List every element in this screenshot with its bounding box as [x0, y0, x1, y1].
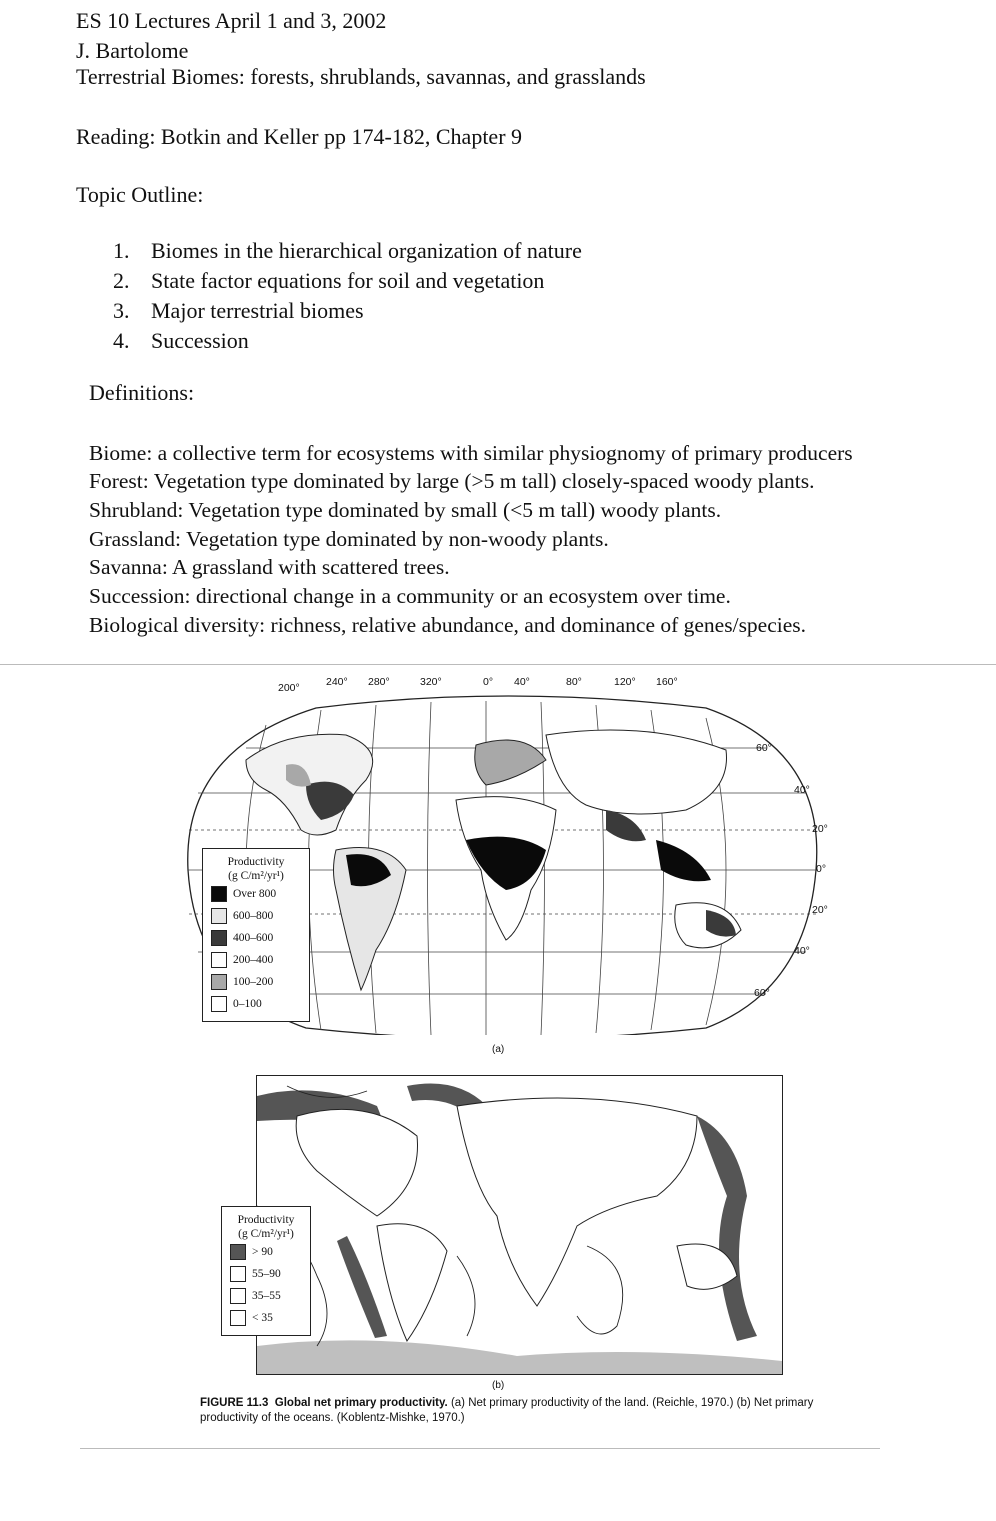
latitude-label: 0°	[816, 863, 827, 875]
reading-assignment: Reading: Botkin and Keller pp 174-182, Chapter 9	[76, 124, 523, 149]
legend-swatch	[211, 952, 227, 968]
definition-shrubland: Shrubland: Vegetation type dominated by small (<5 m tall) woody plants.	[89, 498, 722, 522]
outline-number: 4.	[113, 328, 130, 353]
legend-entry	[211, 993, 301, 1015]
map-a-sublabel: (a)	[492, 1044, 505, 1055]
legend-label: 600–800	[233, 910, 274, 922]
longitude-label: 200°	[278, 682, 300, 694]
scan-divider	[0, 664, 996, 665]
figure-caption	[200, 1396, 840, 1426]
definition-grassland: Grassland: Vegetation type dominated by non-woody plants.	[89, 527, 609, 551]
legend-swatch	[230, 1266, 246, 1282]
definition-succession: Succession: directional change in a community or an ecosystem over time.	[89, 584, 731, 608]
legend-entry	[211, 927, 301, 949]
legend-units: (g C/m²/yr¹)	[238, 1228, 294, 1240]
legend-label: < 35	[252, 1312, 273, 1324]
legend-title: Productivity	[227, 856, 285, 868]
definition-biodiversity: Biological diversity: richness, relative abundance, and dominance of genes/species.	[89, 613, 807, 637]
topic-outline-heading: Topic Outline:	[76, 182, 204, 207]
legend-swatch	[211, 908, 227, 924]
outline-text: State factor equations for soil and vegetation	[151, 268, 545, 293]
legend-swatch	[230, 1288, 246, 1304]
author: J. Bartolome	[76, 38, 189, 63]
legend-label: 100–200	[233, 976, 274, 988]
outline-text: Major terrestrial biomes	[151, 298, 364, 323]
land-productivity-map	[186, 676, 828, 1035]
legend-swatch	[230, 1310, 246, 1326]
latitude-label: 20°	[812, 904, 828, 916]
legend-entry	[230, 1263, 302, 1285]
figure-title: Global net primary productivity.	[274, 1397, 448, 1409]
definitions-heading: Definitions:	[89, 380, 195, 405]
legend-label: 400–600	[233, 932, 274, 944]
ocean-productivity-map	[237, 1075, 783, 1375]
legend-entry	[230, 1285, 302, 1307]
longitude-label: 80°	[566, 676, 582, 688]
definition-forest: Forest: Vegetation type dominated by large (>5 m tall) closely-spaced woody plants.	[89, 469, 815, 493]
legend-units: (g C/m²/yr¹)	[228, 870, 284, 882]
legend-entry	[230, 1241, 302, 1263]
legend-label: 55–90	[252, 1268, 281, 1280]
legend-label: > 90	[252, 1246, 273, 1258]
latitude-label: 60°	[754, 987, 770, 999]
legend-swatch	[211, 930, 227, 946]
definition-savanna: Savanna: A grassland with scattered trees.	[89, 555, 450, 579]
ocean-map-graphic	[257, 1076, 782, 1374]
legend-label: 200–400	[233, 954, 274, 966]
outline-number: 3.	[113, 298, 130, 323]
legend-entry	[211, 971, 301, 993]
legend-entry	[211, 905, 301, 927]
longitude-label: 280°	[368, 676, 390, 688]
legend-swatch	[211, 974, 227, 990]
ocean-map-legend	[221, 1206, 311, 1336]
definition-biome: Biome: a collective term for ecosystems with similar physiognomy of primary producers	[89, 441, 853, 465]
figure-caption-text: (a) Net primary productivity of the land. (Reichle, 1970.) (b) Net primary productivity of the oceans. (Koblentz-Mishke, 1970.)	[200, 1397, 814, 1424]
legend-label: 35–55	[252, 1290, 281, 1302]
legend-label: 0–100	[233, 998, 262, 1010]
map-b-sublabel: (b)	[492, 1380, 505, 1391]
scan-divider	[80, 1448, 880, 1449]
longitude-label: 120°	[614, 676, 636, 688]
legend-swatch	[211, 996, 227, 1012]
legend-title: Productivity	[237, 1214, 295, 1226]
legend-swatch	[211, 886, 227, 902]
longitude-label: 320°	[420, 676, 442, 688]
legend-label: Over 800	[233, 888, 277, 900]
latitude-label: 20°	[812, 823, 828, 835]
legend-entry	[211, 949, 301, 971]
legend-swatch	[230, 1244, 246, 1260]
lecture-topic: Terrestrial Biomes: forests, shrublands, savannas, and grasslands	[76, 64, 646, 89]
longitude-label: 0°	[483, 676, 494, 688]
longitude-label: 40°	[514, 676, 530, 688]
longitude-label: 160°	[656, 676, 678, 688]
outline-text: Succession	[151, 328, 249, 353]
latitude-label: 40°	[794, 784, 810, 796]
outline-text: Biomes in the hierarchical organization of nature	[151, 238, 582, 263]
outline-number: 1.	[113, 238, 130, 263]
outline-number: 2.	[113, 268, 130, 293]
legend-entry	[230, 1307, 302, 1329]
land-map-legend	[202, 848, 310, 1022]
longitude-label: 240°	[326, 676, 348, 688]
lecture-title: ES 10 Lectures April 1 and 3, 2002	[76, 8, 387, 33]
figure-number: FIGURE 11.3	[200, 1397, 269, 1409]
latitude-label: 40°	[794, 945, 810, 957]
legend-entry	[211, 883, 301, 905]
latitude-label: 60°	[756, 742, 772, 754]
